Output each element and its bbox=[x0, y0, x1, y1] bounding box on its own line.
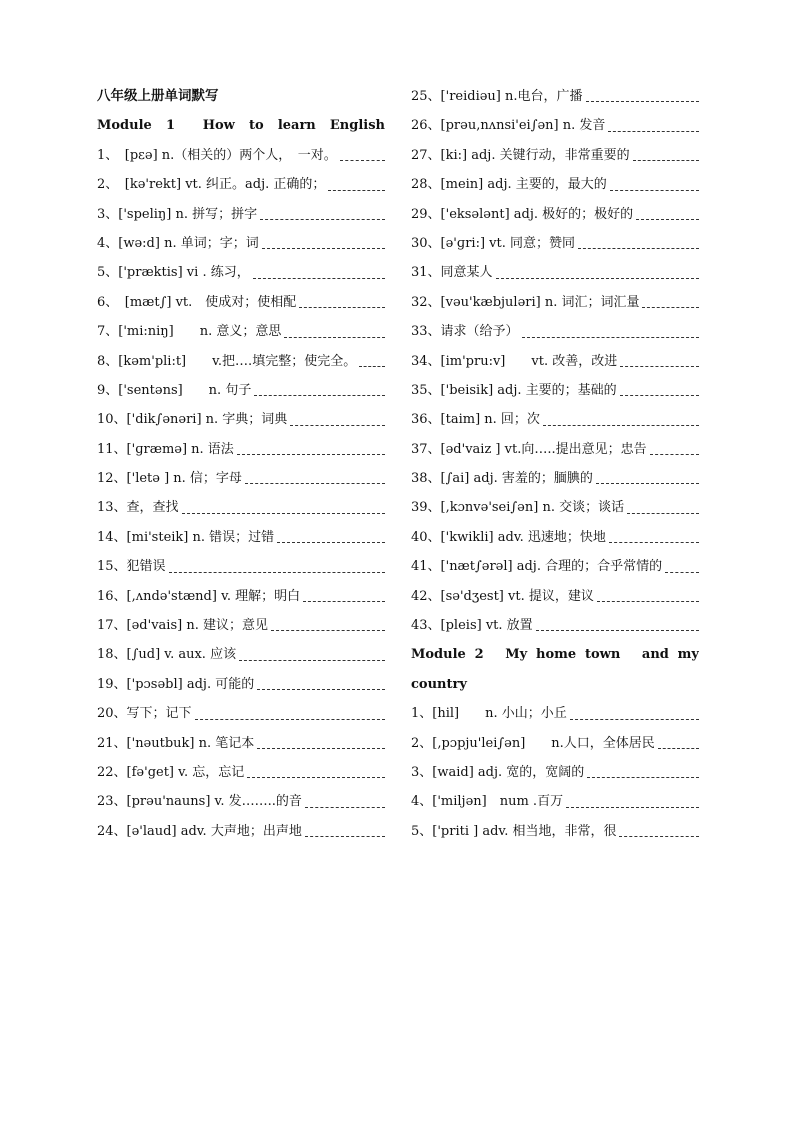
answer-blank[interactable] bbox=[570, 719, 699, 720]
vocab-item bbox=[97, 817, 385, 846]
vocab-item-text: 36、[taim] n. 回；次 bbox=[411, 412, 540, 428]
vocab-item-text: 30、[ə'ɡri:] vt. 同意；赞同 bbox=[411, 235, 575, 251]
answer-blank[interactable] bbox=[636, 219, 699, 220]
right-item-list bbox=[411, 82, 699, 640]
vocab-item bbox=[411, 141, 699, 170]
vocab-item-text: 14、[mi'steik] n. 错误；过错 bbox=[97, 529, 275, 545]
left-column bbox=[97, 82, 385, 846]
vocab-item bbox=[411, 170, 699, 199]
vocab-item-text: 4、['miljən] num .百万 bbox=[411, 794, 564, 810]
vocab-item-text: 27、[ki:] adj. 关键行动，非常重要的 bbox=[411, 147, 630, 163]
answer-blank[interactable] bbox=[620, 395, 699, 396]
vocab-item-text: 4、[wə:d] n. 单词；字；词 bbox=[97, 235, 259, 251]
answer-blank[interactable] bbox=[305, 807, 385, 808]
answer-blank[interactable] bbox=[587, 777, 699, 778]
vocab-item-text: 3、[waid] adj. 宽的，宽阔的 bbox=[411, 764, 585, 780]
answer-blank[interactable] bbox=[496, 278, 699, 279]
right-column bbox=[411, 82, 699, 846]
vocab-item-text: 2、[,pɔpju'lei∫ən] n.人口，全体居民 bbox=[411, 735, 655, 751]
vocab-item bbox=[97, 229, 385, 258]
vocab-item bbox=[97, 670, 385, 699]
vocab-item bbox=[97, 582, 385, 611]
answer-blank[interactable] bbox=[642, 307, 699, 308]
vocab-item bbox=[411, 523, 699, 552]
vocab-item-text: 12、['letə ] n. 信；字母 bbox=[97, 471, 242, 487]
vocab-item-text: 33、请求（给予） bbox=[411, 324, 519, 340]
answer-blank[interactable] bbox=[237, 454, 385, 455]
answer-blank[interactable] bbox=[247, 777, 385, 778]
vocab-item bbox=[97, 729, 385, 758]
page-title: 八年级上册单词默写 bbox=[97, 88, 219, 104]
vocab-item bbox=[97, 376, 385, 405]
answer-blank[interactable] bbox=[566, 807, 699, 808]
vocab-item bbox=[411, 758, 699, 787]
answer-blank[interactable] bbox=[340, 160, 385, 161]
vocab-item-text: 23、[prəu'nauns] v. 发……..的音 bbox=[97, 794, 302, 810]
vocab-item bbox=[411, 582, 699, 611]
module2-heading: Module 2 My home town and my bbox=[411, 647, 699, 663]
answer-blank[interactable] bbox=[597, 601, 699, 602]
vocab-item-text: 31、同意某人 bbox=[411, 265, 493, 281]
vocab-item bbox=[97, 141, 385, 170]
vocab-item-text: 1、[hil] n. 小山；小丘 bbox=[411, 706, 567, 722]
answer-blank[interactable] bbox=[254, 395, 385, 396]
vocab-item-text: 5、['priti ] adv. 相当地，非常，很 bbox=[411, 823, 617, 839]
vocab-item bbox=[97, 611, 385, 640]
answer-blank[interactable] bbox=[271, 630, 385, 631]
vocab-item bbox=[411, 288, 699, 317]
vocab-item bbox=[411, 729, 699, 758]
vocab-item-text: 41、['næt∫ərəl] adj. 合理的；合乎常情的 bbox=[411, 559, 663, 575]
module2-heading-cont: country bbox=[411, 676, 467, 692]
vocab-item-text: 3、['speliŋ] n. 拼写；拼字 bbox=[97, 206, 258, 222]
vocab-item-text: 43、[pleis] vt. 放置 bbox=[411, 618, 533, 634]
vocab-item-text: 34、[im'pru:v] vt. 改善，改进 bbox=[411, 353, 618, 369]
answer-blank[interactable] bbox=[665, 572, 699, 573]
answer-blank[interactable] bbox=[586, 101, 699, 102]
answer-blank[interactable] bbox=[253, 278, 385, 279]
vocab-item bbox=[411, 552, 699, 581]
answer-blank[interactable] bbox=[260, 219, 385, 220]
answer-blank[interactable] bbox=[627, 513, 699, 514]
vocab-item bbox=[97, 787, 385, 816]
vocab-item-text: 37、[əd'vaiz ] vt.向…..提出意见；忠告 bbox=[411, 441, 647, 457]
vocab-item bbox=[97, 405, 385, 434]
answer-blank[interactable] bbox=[305, 836, 385, 837]
vocab-item-text: 35、['beisik] adj. 主要的；基础的 bbox=[411, 382, 617, 398]
vocab-item bbox=[97, 640, 385, 669]
answer-blank[interactable] bbox=[619, 836, 699, 837]
answer-blank[interactable] bbox=[578, 248, 699, 249]
vocab-item bbox=[411, 317, 699, 346]
vocab-item bbox=[97, 258, 385, 287]
vocab-item bbox=[411, 376, 699, 405]
answer-blank[interactable] bbox=[596, 483, 699, 484]
answer-blank[interactable] bbox=[284, 337, 385, 338]
vocab-item-text: 40、['kwikli] adv. 迅速地；快地 bbox=[411, 529, 606, 545]
vocab-item-text: 32、[vəu'kæbjuləri] n. 词汇；词汇量 bbox=[411, 294, 640, 310]
vocab-item bbox=[97, 288, 385, 317]
answer-blank[interactable] bbox=[169, 572, 385, 573]
answer-blank[interactable] bbox=[290, 425, 385, 426]
vocab-item bbox=[97, 435, 385, 464]
answer-blank[interactable] bbox=[257, 689, 385, 690]
vocab-item-text: 11、['ɡræmə] n. 语法 bbox=[97, 441, 234, 457]
answer-blank[interactable] bbox=[195, 719, 385, 720]
vocab-item-text: 29、['eksələnt] adj. 极好的；极好的 bbox=[411, 206, 634, 222]
vocab-item bbox=[411, 817, 699, 846]
vocab-item-text: 2、 [kə'rekt] vt. 纠正。adj. 正确的； bbox=[97, 177, 326, 193]
vocab-item-text: 28、[mein] adj. 主要的，最大的 bbox=[411, 177, 607, 193]
vocab-item bbox=[97, 699, 385, 728]
answer-blank[interactable] bbox=[650, 454, 699, 455]
vocab-item-text: 10、['dik∫ənəri] n. 字典；词典 bbox=[97, 412, 288, 428]
vocab-item bbox=[97, 200, 385, 229]
answer-blank[interactable] bbox=[182, 513, 385, 514]
vocab-item bbox=[411, 611, 699, 640]
vocab-item-text: 13、查，查找 bbox=[97, 500, 179, 516]
vocab-item bbox=[97, 758, 385, 787]
answer-blank[interactable] bbox=[610, 190, 699, 191]
vocab-item bbox=[411, 493, 699, 522]
answer-blank[interactable] bbox=[609, 542, 699, 543]
vocab-item-text: 1、 [pεə] n.（相关的）两个人， 一对。 bbox=[97, 147, 337, 163]
vocab-item-text: 22、[fə'get] v. 忘，忘记 bbox=[97, 764, 245, 780]
vocab-item-text: 21、['nəutbuk] n. 笔记本 bbox=[97, 735, 255, 751]
vocab-item-text: 26、[prəu,nʌnsi'ei∫ən] n. 发音 bbox=[411, 118, 606, 134]
answer-blank[interactable] bbox=[299, 307, 385, 308]
module2-item-list bbox=[411, 699, 699, 846]
vocab-item bbox=[97, 493, 385, 522]
vocab-item-text: 39、[,kɔnvə'sei∫ən] n. 交谈；谈话 bbox=[411, 500, 625, 516]
vocab-item-text: 5、['præktis] vi . 练习， bbox=[97, 265, 250, 281]
vocab-item-text: 18、[∫ud] v. aux. 应该 bbox=[97, 647, 237, 663]
vocab-item-text: 7、['mi:niŋ] n. 意义；意思 bbox=[97, 324, 282, 340]
vocab-item bbox=[411, 111, 699, 140]
vocab-item bbox=[411, 699, 699, 728]
answer-blank[interactable] bbox=[245, 483, 385, 484]
answer-blank[interactable] bbox=[262, 248, 385, 249]
vocab-item bbox=[411, 200, 699, 229]
vocab-item-text: 20、写下；记下 bbox=[97, 706, 192, 722]
vocab-item bbox=[411, 258, 699, 287]
vocab-item bbox=[411, 229, 699, 258]
vocab-item-text: 15、犯错误 bbox=[97, 559, 166, 575]
vocab-item bbox=[97, 317, 385, 346]
vocab-item-text: 38、[∫ai] adj. 害羞的；腼腆的 bbox=[411, 471, 593, 487]
answer-blank[interactable] bbox=[620, 366, 699, 367]
vocab-item-text: 9、['sentəns] n. 句子 bbox=[97, 382, 252, 398]
vocab-item bbox=[411, 435, 699, 464]
answer-blank[interactable] bbox=[303, 601, 385, 602]
module1-heading: Module 1 How to learn English bbox=[97, 118, 385, 134]
answer-blank[interactable] bbox=[359, 366, 385, 367]
vocab-item bbox=[97, 523, 385, 552]
answer-blank[interactable] bbox=[522, 337, 699, 338]
vocab-item-text: 42、[sə'dʒest] vt. 提议，建议 bbox=[411, 588, 594, 604]
vocab-item bbox=[97, 552, 385, 581]
vocab-item-text: 16、[,ʌndə'stænd] v. 理解；明白 bbox=[97, 588, 301, 604]
answer-blank[interactable] bbox=[608, 131, 699, 132]
answer-blank[interactable] bbox=[633, 160, 699, 161]
answer-blank[interactable] bbox=[277, 542, 385, 543]
vocab-item-text: 17、[əd'vais] n. 建议；意见 bbox=[97, 618, 268, 634]
vocab-item bbox=[411, 464, 699, 493]
vocab-item bbox=[411, 82, 699, 111]
left-item-list bbox=[97, 141, 385, 846]
vocab-item bbox=[411, 787, 699, 816]
answer-blank[interactable] bbox=[239, 660, 385, 661]
vocab-item bbox=[97, 464, 385, 493]
vocab-item bbox=[97, 170, 385, 199]
vocab-item bbox=[411, 405, 699, 434]
vocab-item bbox=[411, 347, 699, 376]
vocab-item-text: 6、 [mæt∫] vt. 使成对；使相配 bbox=[97, 294, 297, 310]
answer-blank[interactable] bbox=[257, 748, 385, 749]
vocab-item-text: 19、['pɔsəbl] adj. 可能的 bbox=[97, 676, 255, 692]
answer-blank[interactable] bbox=[536, 630, 699, 631]
answer-blank[interactable] bbox=[543, 425, 699, 426]
answer-blank[interactable] bbox=[328, 190, 385, 191]
vocab-item-text: 8、[kəm'pli:t] v.把….填完整；使完全。 bbox=[97, 353, 357, 369]
vocab-item-text: 24、[ə'laud] adv. 大声地；出声地 bbox=[97, 823, 302, 839]
vocab-item-text: 25、['reidiəu] n.电台，广播 bbox=[411, 89, 583, 104]
vocab-item bbox=[97, 347, 385, 376]
answer-blank[interactable] bbox=[658, 748, 699, 749]
